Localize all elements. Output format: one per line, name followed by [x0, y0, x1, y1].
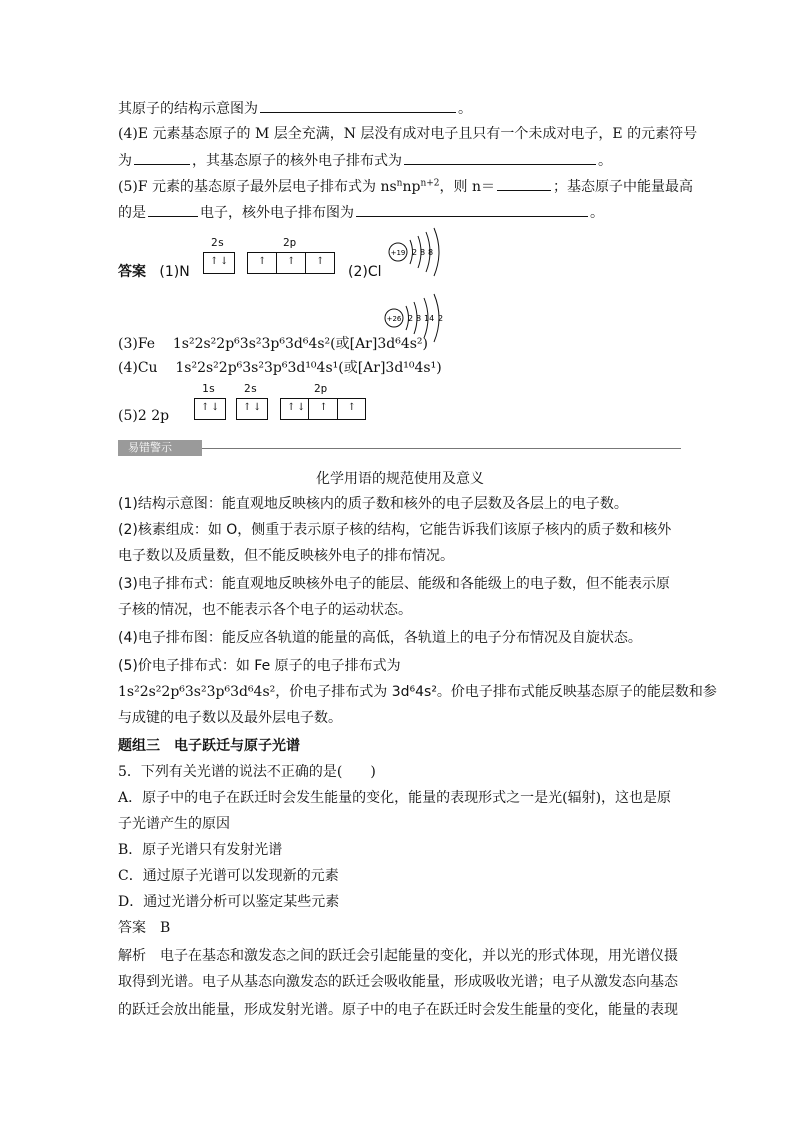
up-arrow-icon: ↑: [287, 402, 296, 413]
para-4: (4)电子排布图：能反应各轨道的能量的高低，各轨道上的电子分布情况及自旋状态。: [118, 630, 642, 646]
orbital-cell: [277, 253, 306, 273]
para-1: (1)结构示意图：能直观地反映核内的质子数和核外的电子层数及各层上的电子数。: [118, 496, 628, 512]
para-5b-text: ，价电子排布式为 3d⁶4s²。价电子排布式能反映基态原子的能层数和参: [275, 684, 717, 700]
answer-blank[interactable]: [356, 202, 588, 217]
svg-text:14: 14: [424, 314, 435, 323]
orbital-cell: [237, 399, 267, 419]
answer-5-prefix: (5)2 2p: [118, 408, 170, 424]
q4e-text-a: 为: [118, 153, 132, 169]
para-2b: 电子数以及质量数，但不能反映核外电子的排布情况。: [118, 548, 454, 564]
orbital-label-2s: 2s: [211, 236, 225, 249]
answer-2-prefix: (2)Cl: [348, 264, 382, 280]
q4-intro-line: [118, 98, 472, 119]
q4e-line1: (4)E 元素基态原子的 M 层全充满，N 层没有成对电子且只有一个未成对电子，E 的元素符号: [118, 126, 698, 142]
svg-text:+19: +19: [390, 249, 406, 257]
sup: n+2: [420, 178, 440, 189]
para-3a: (3)电子排布式：能直观地反映核外电子的能层、能级和各能级上的电子数，但不能表示原: [118, 576, 670, 592]
q4e-text-b: ，其基态原子的核外电子排布式为: [192, 153, 402, 169]
question-5-answer: 答案 B: [118, 920, 171, 936]
q5f-text-b: 电子，核外电子排布图为: [200, 205, 354, 221]
q4-intro-text: 其原子的结构示意图为: [118, 101, 258, 117]
para-2a: (2)核素组成：如 O，侧重于表示原子核的结构，它能告诉我们该原子核内的质子数和核外: [118, 522, 672, 538]
orbital-box-2s: [203, 252, 235, 274]
orbital-cell: [281, 399, 309, 419]
svg-text:8: 8: [420, 248, 426, 257]
up-arrow-icon: ↑: [319, 402, 328, 413]
group-title: 题组三 电子跃迁与原子光谱: [118, 738, 300, 754]
para-3b: 子核的情况，也不能表示各个电子的运动状态。: [118, 602, 412, 618]
explanation-line3: 的跃迁会放出能量，形成发射光谱。原子中的电子在跃迁时会发生能量的变化，能量的表现: [118, 1002, 678, 1018]
orbital-cell: [248, 253, 277, 273]
svg-text:2: 2: [412, 248, 418, 257]
svg-text:8: 8: [428, 248, 434, 257]
up-arrow-icon: ↑: [258, 256, 267, 267]
down-arrow-icon: ↓: [297, 402, 306, 413]
para-5a: (5)价电子排布式：如 Fe 原子的电子排布式为: [118, 658, 401, 674]
answer-blank[interactable]: [148, 202, 198, 217]
answer-1-line: [118, 262, 190, 282]
divider: [202, 448, 681, 449]
option-c[interactable]: C．通过原子光谱可以发现新的元素: [118, 868, 339, 884]
answer-3-config: 1s²2s²2p⁶3s²3p⁶3d⁶4s²(或[Ar]3d⁶4s²): [172, 336, 428, 352]
punct: 。: [590, 205, 604, 221]
answer-4-line: [118, 358, 442, 378]
svg-text:8: 8: [416, 314, 422, 323]
warning-bar: [118, 440, 681, 456]
orbital-label-2p: 2p: [283, 236, 297, 249]
warning-tag: 易错警示: [118, 440, 202, 456]
explanation-line2: 取得到光谱。电子从基态向激发态的跃迁会吸收能量，形成吸收光谱；电子从激发态向基态: [118, 974, 678, 990]
orbital-label-1s: 1s: [202, 382, 216, 395]
section-title: 化学用语的规范使用及意义: [316, 471, 484, 487]
para-5b: [118, 682, 717, 702]
answer-label: 答案: [118, 264, 146, 280]
up-arrow-icon: ↑: [287, 256, 296, 267]
up-arrow-icon: ↑: [243, 402, 252, 413]
q5f-line1: [118, 176, 693, 197]
answer-3-line: [118, 334, 428, 354]
orbital-box-2s: [236, 398, 268, 420]
up-arrow-icon: ↑: [201, 402, 210, 413]
down-arrow-icon: ↓: [253, 402, 262, 413]
sup: n: [396, 178, 403, 189]
q5f-text-c: ，则 n＝: [439, 179, 495, 195]
cl-structure-diagram: [386, 226, 446, 282]
answer-3-prefix: (3)Fe: [118, 336, 156, 352]
q5f-line2: [118, 202, 604, 223]
down-arrow-icon: ↓: [211, 402, 220, 413]
down-arrow-icon: ↓: [220, 256, 229, 267]
orbital-box-1s: [194, 398, 226, 420]
up-arrow-icon: ↑: [347, 402, 357, 413]
q4e-line2: [118, 150, 612, 171]
orbital-cell: [338, 399, 365, 419]
orbital-cell: [306, 253, 334, 273]
question-5-stem: 5．下列有关光谱的说法不正确的是( ): [118, 764, 376, 780]
answer-blank[interactable]: [404, 150, 596, 165]
q5f-text-a: 的是: [118, 205, 146, 221]
svg-text:2: 2: [408, 314, 414, 323]
answer-1-prefix: (1)N: [159, 264, 190, 280]
orbital-label-2p: 2p: [314, 382, 328, 395]
answer-4-config: 1s²2s²2p⁶3s²3p⁶3d¹⁰4s¹(或[Ar]3d¹⁰4s¹): [175, 360, 442, 376]
q5f-text-d: ；基态原子中能量最高: [552, 179, 693, 195]
svg-text:+26: +26: [386, 315, 402, 323]
orbital-label-2s: 2s: [244, 382, 258, 395]
up-arrow-icon: ↑: [316, 256, 325, 267]
option-a-line1[interactable]: A．原子中的电子在跃迁时会发生能量的变化，能量的表现形式之一是光(辐射)，这也是原: [118, 790, 672, 806]
punct: 。: [598, 153, 612, 169]
explanation-line1: 解析 电子在基态和激发态之间的跃迁会引起能量的变化，并以光的形式体现，用光谱仪摄: [118, 948, 678, 964]
fe-config: 1s²2s²2p⁶3s²3p⁶3d⁶4s²: [118, 684, 276, 700]
orbital-cell: [309, 399, 337, 419]
orbital-cell: [195, 399, 225, 419]
orbital-box-2p: [280, 398, 366, 420]
up-arrow-icon: ↑: [210, 256, 219, 267]
para-5c: 与成键的电子数以及最外层电子数。: [118, 710, 342, 726]
answer-blank[interactable]: [497, 176, 551, 191]
option-d[interactable]: D．通过光谱分析可以鉴定某些元素: [118, 894, 340, 910]
answer-blank[interactable]: [260, 98, 456, 113]
orbital-cell: [204, 253, 234, 273]
option-b[interactable]: B．原子光谱只有发射光谱: [118, 842, 283, 858]
q5f-text-a: (5)F 元素的基态原子最外层电子排布式为 ns: [118, 179, 397, 195]
punct: 。: [458, 101, 472, 117]
q5f-text-b: np: [402, 179, 421, 195]
svg-text:2: 2: [438, 314, 444, 323]
answer-blank[interactable]: [134, 150, 190, 165]
answer-4-prefix: (4)Cu: [118, 360, 158, 376]
orbital-box-2p: [247, 252, 335, 274]
option-a-line2: 子光谱产生的原因: [118, 816, 230, 832]
